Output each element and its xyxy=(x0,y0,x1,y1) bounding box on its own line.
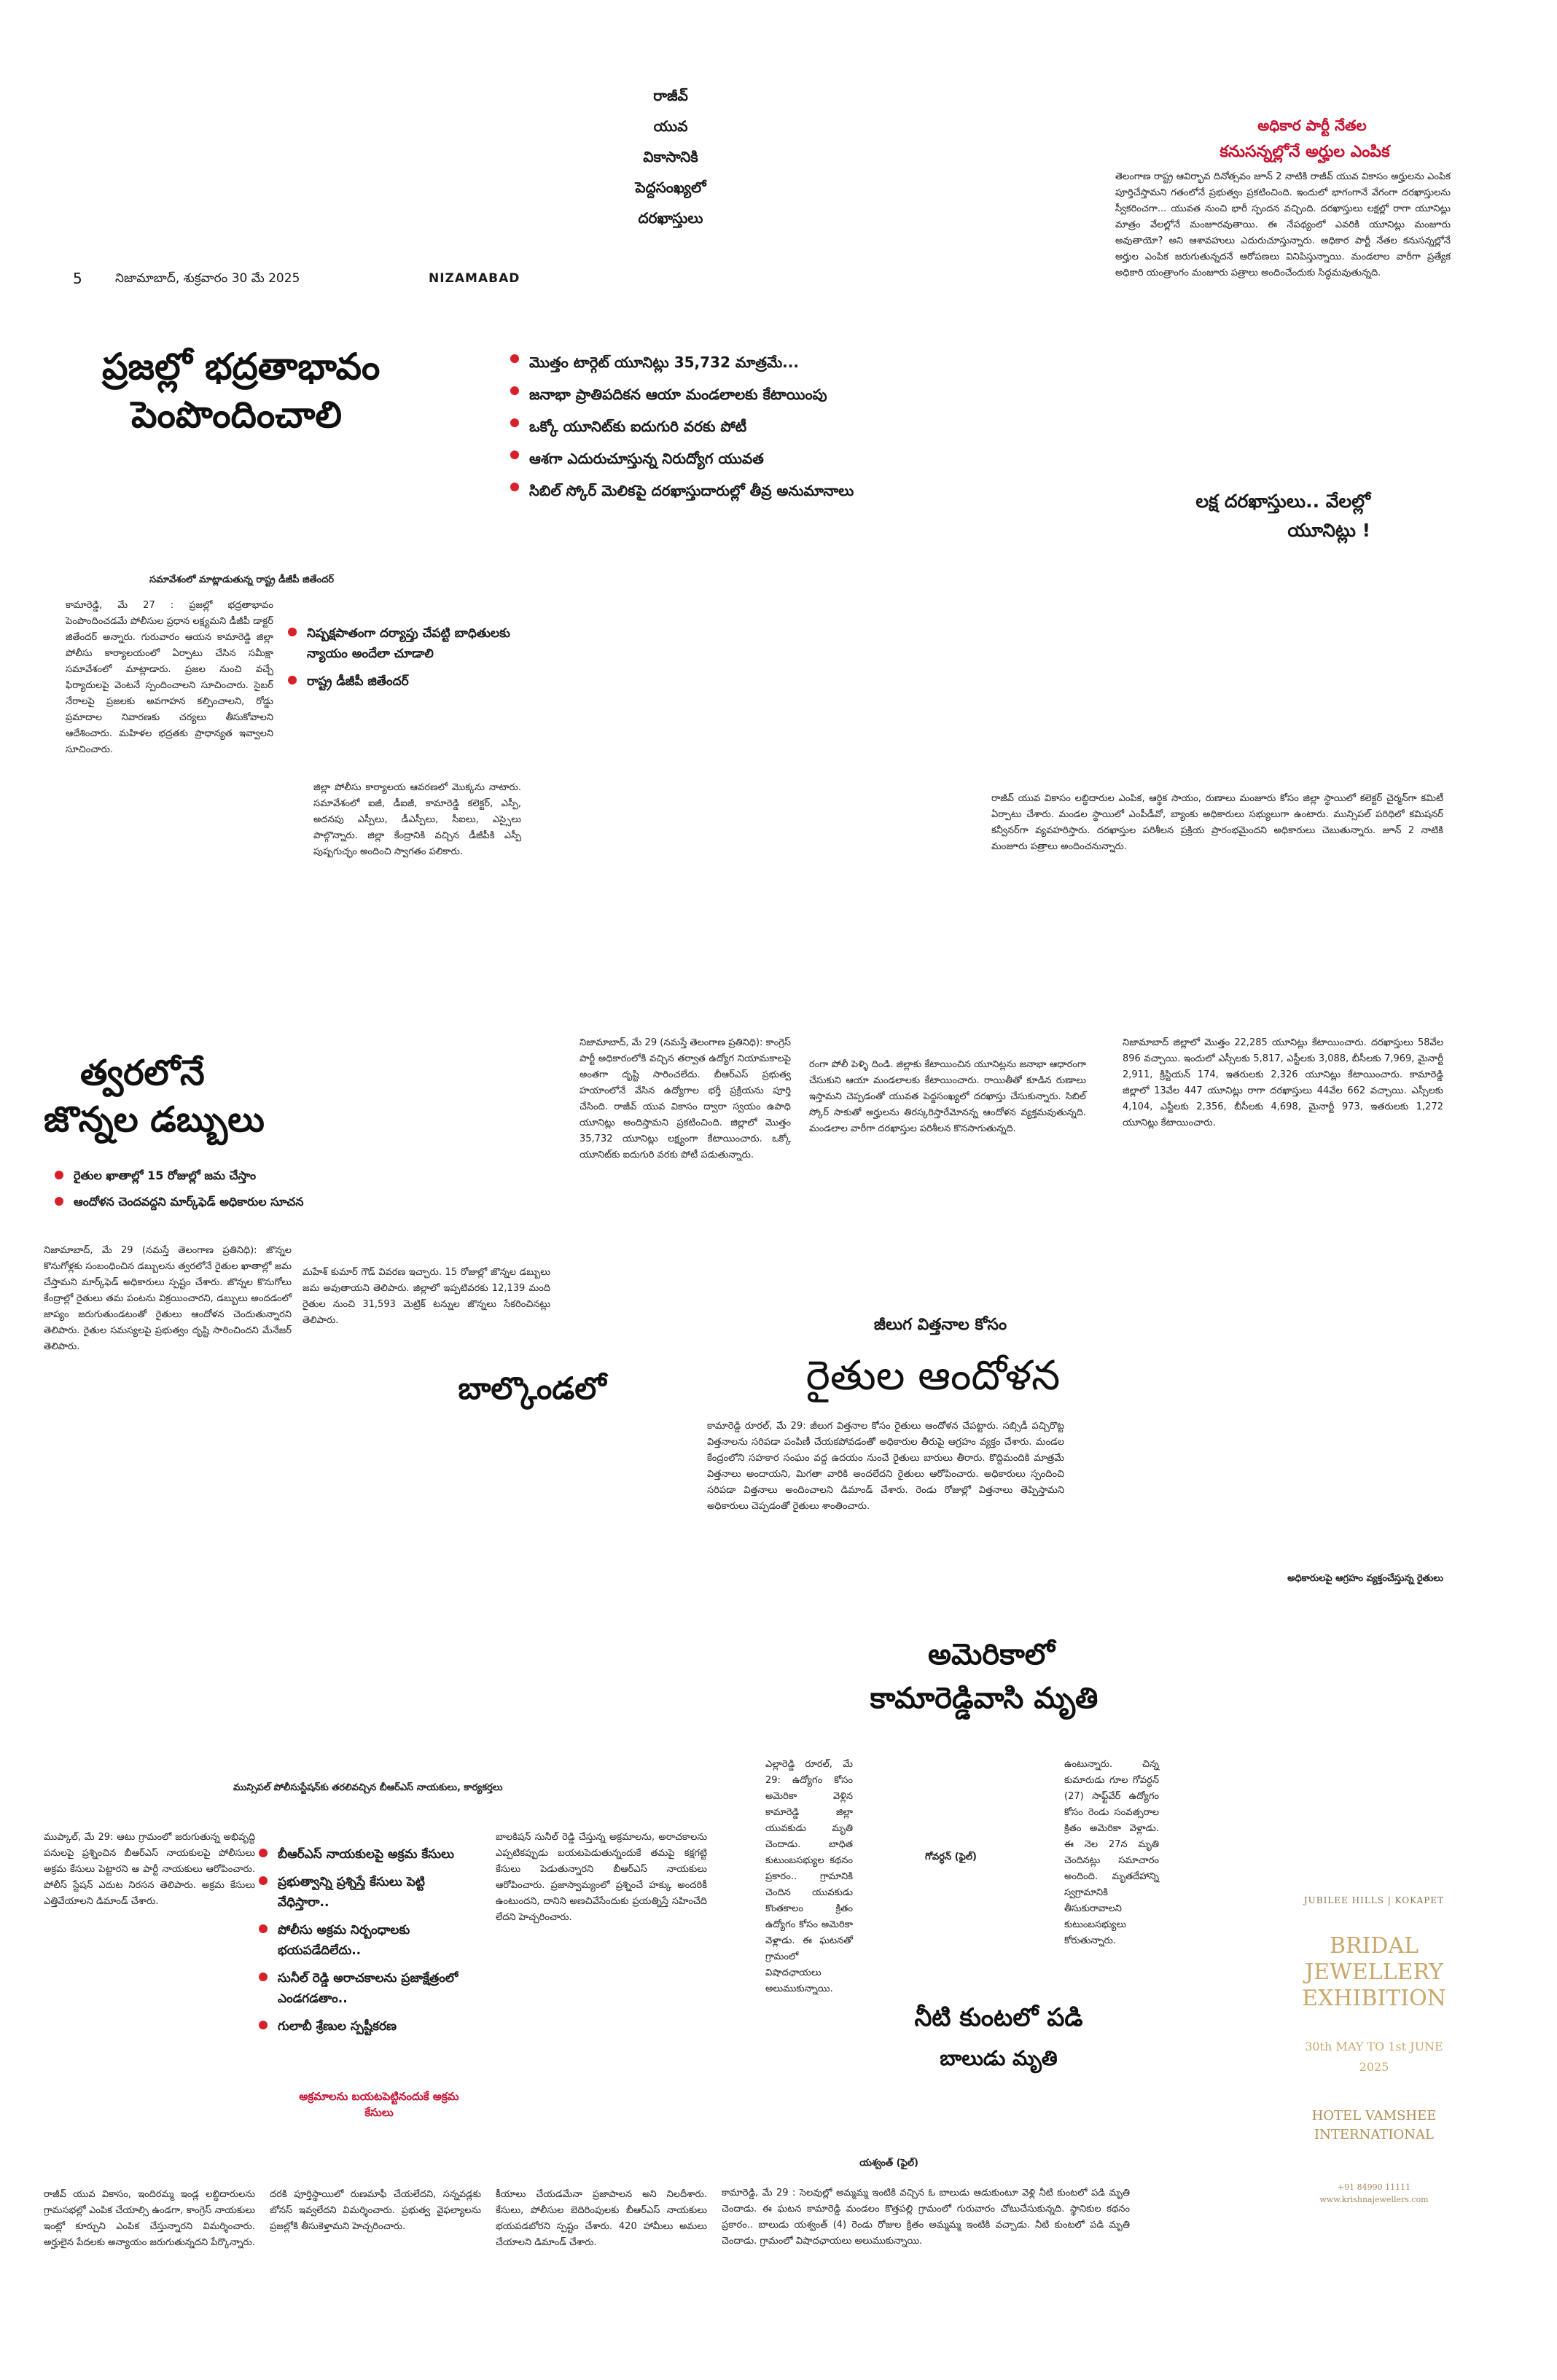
seeds-text: కామారెడ్డి రూరల్, మే 29: జీలుగ విత్తనాల కోసం రైతులు ఆందోళన చేపట్టారు. సబ్సిడీ పచ్చిరొట్ట విత్తనాలను సరిపడా పంపిణీ చేయకపోవడంతో అధికారుల తీరుపై ఆగ్రహం వ్యక్తం చేశారు. మండల కేంద్రంలోని సహకార సంఘం వద్ద ఉదయం నుంచే రైతులు బారులు తీరారు. కొద్దిమందికి మాత్రమే విత్తనాలు అందాయని, మిగతా వారికి అందలేదని రైతులు ఆరోపించారు. అధికారులు స్పందించి సరిపడా విత్తనాలు అందించాలని డిమాండ్ చేశారు. రెండు రోజుల్లో విత్తనాలు తెప్పిస్తామని అధికారులు చెప్పడంతో రైతులు శాంతించారు. xyxy=(707,1421,1064,1512)
highlight-item: ప్రభుత్వాన్ని ప్రశ్నిస్తే కేసులు పెట్టి వేధిస్తారా.. xyxy=(259,1872,477,1913)
brs-column-2: బాలకిషన్ సునీల్ రెడ్డి చేస్తున్న అక్రమాలను, అరాచకాలను ఎప్పటికప్పుడు బయటపెడుతున్నందుకే తమపై కక్షగట్టి కేసులు పెడుతున్నారని బీఆర్‌ఎస్ నాయకులు ఆరోపించారు. ప్రజాస్వామ్యంలో ప్రశ్నించే హక్కు అందరికీ ఉంటుందని, దానిని అణచివేసేందుకు ప్రయత్నిస్తే సహించేది లేదని హెచ్చరించారు. xyxy=(496,1832,707,1923)
main-headline-line: వికాసానికి xyxy=(643,148,698,165)
seeds-photo-caption: అధికారులపై ఆగ్రహం వ్యక్తంచేస్తున్న రైతులు xyxy=(1287,1573,1443,1584)
america-column-1: ఎల్లారెడ్డి రూరల్, మే 29: ఉద్యోగం కోసం అమెరికా వెళ్లిన కామారెడ్డి జిల్లా యువకుడు మృతి చెందాడు. బాధిత కుటుంబసభ్యుల కథనం ప్రకారం.. గ్రామానికి చెందిన యువకుడు కొంతకాలం క్రితం ఉద్యోగం కోసం అమెరికా వెళ్లాడు. ఈ ఘటనతో గ్రామంలో విషాదఛాయలు అలుముకున్నాయి. xyxy=(765,1759,853,1994)
highlight-item: ఒక్కో యూనిట్‌కు ఐదుగురి వరకు పోటీ xyxy=(510,414,918,439)
ad-location: JUBILEE HILLS | KOKAPET xyxy=(1303,1895,1445,1905)
bullet-icon xyxy=(259,1973,268,1981)
highlight-item: గులాబీ శ్రేణుల స్పష్టీకరణ xyxy=(259,2016,477,2037)
dgp-photo-caption: సమావేశంలో మాట్లాడుతున్న రాష్ట్ర డీజీపీ జితేందర్ xyxy=(149,574,335,585)
highlight-item: బీఆర్‌ఎస్ నాయకులపై అక్రమ కేసులు xyxy=(259,1844,477,1865)
highlight-item: సునీల్ రెడ్డి అరాచకాలను ప్రజాక్షేత్రంలో ఎండగడతాం.. xyxy=(259,1968,477,2009)
masthead xyxy=(73,267,627,289)
balkonda-headline: బాల్కొండలో xyxy=(458,1370,606,1406)
bottom-column-2: దరకి పూర్తిస్థాయిలో రుణమాఫీ చేయలేదని, సన్నవడ్లకు బోనస్ ఇవ్వలేదని విమర్శించారు. ప్రభుత్వ వైఫల్యాలను ప్రజల్లోకి తీసుకెళ్తామని హెచ్చరించారు. xyxy=(270,2189,481,2232)
brs-column-1: ముప్కాల్, మే 29: ఆటు గ్రామంలో జరుగుతున్న అభివృద్ధి పనులపై ప్రశ్నించిన బీఆర్‌ఎస్ నాయకులపై పోలీసులు అక్రమ కేసులు పెట్టారని ఆ పార్టీ నాయకులు ఆరోపించారు. పోలీస్ స్టేషన్ ఎదుట నిరసన తెలిపారు. అక్రమ కేసులు ఎత్తివేయాలని డిమాండ్ చేశారు. xyxy=(44,1832,255,1907)
bottom-column-3: కీయాలు చేయడమేనా ప్రజాపాలన అని నిలదీశారు. కేసులు, పోలీసుల బెదిరింపులకు బీఆర్‌ఎస్ నాయకులు భయపడబోరని స్పష్టం చేశారు. 420 హామీలు అమలు చేయాలని డిమాండ్ చేశారు. xyxy=(496,2189,707,2248)
bullet-icon xyxy=(288,628,297,636)
main-story-column-2: రంగా పోలీ పెళ్ళి దిండి. జిల్లాకు కేటాయించిన యూనిట్లను జనాభా ఆధారంగా చేసుకుని ఆయా మండలాలకు కేటాయించారు. రాయితీతో కూడిన రుణాలు ఇస్తామని చెప్పడంతో యువత పెద్దసంఖ్యలో దరఖాస్తు చేసుకున్నారు. సిబిల్ స్కోర్ సాకుతో అర్హులను తిరస్కరిస్తారేమోనన్న ఆందోళన వ్యక్తమవుతున్నది. మండలాల వారీగా దరఖాస్తుల పరిశీలన కొనసాగుతున్నది. xyxy=(809,1059,1086,1134)
dgp-highlights xyxy=(288,623,521,699)
main-headline-line: యువ xyxy=(653,117,688,135)
main-headline-line: రాజీవ్ xyxy=(653,87,688,104)
ad-venue: HOTEL VAMSHEE INTERNATIONAL xyxy=(1311,2108,1437,2142)
bullet-icon xyxy=(259,1924,268,1933)
highlight-item: సిబిల్ స్కోర్ మెలికపై దరఖాస్తుదారుల్లో తీవ్ర అనుమానాలు xyxy=(510,478,918,503)
bullet-icon xyxy=(55,1197,63,1206)
boy-headline: నీటి కుంటలో పడి బాలుడు మృతి xyxy=(914,2003,1083,2070)
ad-contact: +91 84990 11111 xyxy=(1337,2182,1411,2192)
highlight-item: పోలీసు అక్రమ నిర్బంధాలకు భయపడేదిలేదు.. xyxy=(259,1920,477,1961)
highlight-item: ఆశగా ఎదురుచూస్తున్న నిరుద్యోగ యువత xyxy=(510,446,918,471)
brs-inset-title: అక్రమాలను బయటపెట్టినందుకే అక్రమ కేసులు xyxy=(299,2090,459,2119)
brs-photo-caption: మున్సిపల్ పోలీసుస్టేషన్‌కు తరలివచ్చిన బీఆర్‌ఎస్ నాయకులు, కార్యకర్తలు xyxy=(233,1782,503,1793)
bullet-icon xyxy=(510,450,519,459)
bullet-icon xyxy=(259,2021,268,2029)
highlight-item: జనాభా ప్రాతిపదికన ఆయా మండలాలకు కేటాయింపు xyxy=(510,382,918,407)
main-headline xyxy=(583,80,758,233)
highlight-item: రైతుల ఖాతాల్లో 15 రోజుల్లో జమ చేస్తాం xyxy=(55,1166,317,1185)
jowar-highlights xyxy=(55,1166,317,1219)
top-right-headline: కనుసన్నల్లోనే అర్హుల ఎంపిక xyxy=(1220,143,1390,161)
seeds-headline: రైతుల ఆందోళన xyxy=(805,1352,1061,1400)
bullet-icon xyxy=(259,1849,268,1857)
boy-text: కామారెడ్డి, మే 29 : సెలవుల్లో అమ్మమ్మ ఇంటికి వచ్చిన ఓ బాలుడు ఆడుకుంటూ వెళ్లి నీటి కుంటలో పడి మృతి చెందాడు. ఈ ఘటన కామారెడ్డి మండలం కొత్తపల్లి గ్రామంలో గురువారం చోటుచేసుకున్నది. స్థానికుల కథనం ప్రకారం.. బాలుడు యశ్వంత్ (4) రెండు రోజుల క్రితం అమ్మమ్మ ఇంటికి వచ్చాడు. నీటి కుంటలో పడి మృతి చెందాడు. గ్రామంలో విషాదఛాయలు అలుముకున్నాయి. xyxy=(722,2188,1130,2247)
ad-website[interactable]: www.krishnajewellers.com xyxy=(1319,2195,1429,2204)
jowar-column-1: నిజామాబాద్, మే 29 (నమస్తే తెలంగాణ ప్రతినిధి): జొన్నల కొనుగోళ్లకు సంబంధించిన డబ్బులను త్వరలోనే రైతుల ఖాతాల్లో జమ చేస్తామని మార్క్‌ఫెడ్ అధికారులు స్పష్టం చేశారు. జొన్నల కొనుగోలు కేంద్రాల్లో రైతులు తమ పంటను విక్రయించారని, డబ్బులు అందడంలో జాప్యం జరుగుతుండటంతో రైతులు ఆందోళన చెందుతున్నారని తెలిపారు. రైతుల సమస్యలపై ప్రభుత్వం దృష్టి సారించిందని మేనేజర్ తెలిపారు. xyxy=(44,1245,292,1352)
dateline: నిజామాబాద్, శుక్రవారం 30 మే 2025 xyxy=(115,271,300,286)
bullet-icon xyxy=(510,483,519,491)
top-right-text: తెలంగాణ రాష్ట్ర ఆవిర్భావ దినోత్సవం జూన్ 2 నాటికి రాజీవ్ యువ వికాసం అర్హులను ఎంపిక పూర్తిచేస్తామని గతంలోనే ప్రభుత్వం ప్రకటించింది. ఇందులో భాగంగానే వేగంగా దరఖాస్తులను స్వీకరించగా... యువత నుంచి భారీ స్పందన వచ్చింది. దరఖాస్తులు లక్షల్లో రాగా యూనిట్లు మాత్రం వేలల్లోనే మంజూరవుతాయి. ఈ నేపథ్యంలో ఎవరికి యూనిట్లు మంజూరు అవుతాయో? అని ఆశావహులు ఎదురుచూస్తున్నారు. అధికార పార్టీ నేతల కనుసన్నల్లోనే అర్హుల ఎంపిక జరుగుతున్నదనే ఆరోపణలు వినిపిస్తున్నాయి. మండలాల వారీగా ప్రత్యేక అధికారి యంత్రాంగం మంజూరు పత్రాలు అందించేందుకు సిద్ధమవుతున్నది. xyxy=(1115,171,1451,278)
allocation-stats: నిజామాబాద్ జిల్లాలో మొత్తం 22,285 యూనిట్లు కేటాయించారు. దరఖాస్తులు 58వేల 896 వచ్చాయి. ఇందులో ఎస్సీలకు 5,817, ఎస్టీలకు 3,088, బీసీలకు 7,969, మైనార్టీ 2,911, క్రిస్టియన్ 174, ఇతరులకు 2,326 యూనిట్లు కేటాయించారు. కామారెడ్డి జిల్లాలో 13వేల 447 యూనిట్లు రాగా దరఖాస్తులు 44వేల 662 వచ్చాయి. ఎస్సీలకు 4,104, ఎస్టీలకు 2,356, బీసీలకు 4,698, మైనార్టీ 973, ఇతరులకు 1,272 యూనిట్లు కేటాయించారు. xyxy=(1123,1037,1443,1128)
boy-photo-caption: యశ్వంత్ (ఫైల్) xyxy=(859,2158,918,2169)
seeds-kicker: జీలుగ విత్తనాల కోసం xyxy=(873,1316,1007,1334)
bullet-icon xyxy=(259,1876,268,1885)
main-story-intro: నిజామాబాద్, మే 29 (నమస్తే తెలంగాణ ప్రతినిధి): కాంగ్రెస్ పార్టీ అధికారంలోకి వచ్చిన తర్వాత ఉద్యోగ నియామకాలపై అంతగా దృష్టి సారించలేదు. బీఆర్‌ఎస్ ప్రభుత్వ హయాంలోనే వేసిన ఉద్యోగాల భర్తీ ప్రక్రియను పూర్తి చేసింది. రాజీవ్ యువ వికాసం ద్వారా స్వయం ఉపాధి యూనిట్లు అందిస్తామని ప్రకటించింది. జిల్లాలో మొత్తం 35,732 యూనిట్లు లక్ష్యంగా కేటాయించారు. ఒక్కో యూనిట్‌కు ఐదుగురి వరకు పోటీ పడుతున్నారు. xyxy=(580,1037,791,1160)
america-column-2: ఉంటున్నారు. చిన్న కుమారుడు గూల గోవర్ధన్ (27) సాఫ్ట్‌వేర్ ఉద్యోగం కోసం రెండు సంవత్సరాల క్రితం అమెరికా వెళ్లాడు. ఈ నెల 27న మృతి చెందినట్లు సమాచారం అందింది. మృతదేహాన్ని స్వగ్రామానికి తీసుకురావాలని కుటుంబసభ్యులు కోరుతున్నారు. xyxy=(1064,1759,1159,1946)
top-right-kicker: అధికార పార్టీ నేతల xyxy=(1257,117,1367,134)
sidebar-headline: లక్ష దరఖాస్తులు.. వేలల్లో యూనిట్లు ! xyxy=(1195,491,1370,541)
edition-label: NIZAMABAD xyxy=(429,271,520,286)
dgp-column-2: జిల్లా పోలీసు కార్యాలయ ఆవరణలో మొక్కను నాటారు. సమావేశంలో ఐజీ, డీఐజీ, కామారెడ్డి కలెక్టర్, ఎస్పీ, అదనపు ఎస్పీలు, డీఎస్పీలు, సీఐలు, ఎస్సైలు పాల్గొన్నారు. జిల్లా కేంద్రానికి వచ్చిన డీజీపీకి ఎస్పీ పుష్పగుచ్ఛం అందించి స్వాగతం పలికారు. xyxy=(313,782,521,857)
dgp-headline: ప్రజల్లో భద్రతాభావం పెంపొందించాలి xyxy=(102,346,381,436)
jewellery-advertisement[interactable] xyxy=(1276,1873,1472,2216)
bottom-column-1: రాజీవ్ యువ వికాసం, ఇందిరమ్మ ఇండ్ల లబ్ధిదారులను గ్రామసభల్లో ఎంపిక చేయాల్సి ఉండగా, కాంగ్రెస్ నాయకులు ఇంట్లో కూర్చుని ఎంపిక చేస్తున్నారని విమర్శించారు. అర్హులైన పేదలకు అన్యాయం జరుగుతున్నదని పేర్కొన్నారు. xyxy=(44,2189,255,2248)
page-number: 5 xyxy=(73,270,82,287)
main-highlights xyxy=(510,350,918,510)
bullet-icon xyxy=(55,1171,63,1179)
jowar-column-2: మహేశ్ కుమార్ గౌడ్ వివరణ ఇచ్చారు. 15 రోజుల్లో జొన్నల డబ్బులు జమ అవుతాయని తెలిపారు. జిల్లాలో ఇప్పటివరకు 12,139 మంది రైతుల నుంచి 31,593 మెట్రిక్ టన్నుల జొన్నలు సేకరించినట్లు తెలిపారు. xyxy=(303,1267,550,1326)
bullet-icon xyxy=(288,676,297,684)
america-headline: అమెరికాలో కామారెడ్డివాసి మృతి xyxy=(870,1638,1099,1715)
ad-title: BRIDAL JEWELLERY EXHIBITION xyxy=(1302,1933,1446,2011)
america-photo-caption: గోవర్ధన్ (ఫైల్) xyxy=(925,1852,977,1862)
jowar-headline: త్వరలోనే జొన్నల డబ్బులు xyxy=(44,1053,265,1140)
main-headline-line: పెద్దసంఖ్యలో xyxy=(635,179,706,196)
sidebar-text: రాజీవ్ యువ వికాసం లబ్ధిదారుల ఎంపిక, ఆర్థిక సాయం, రుణాలు మంజూరు కోసం జిల్లా స్థాయిలో కలెక్టర్ చైర్మన్‌గా కమిటీ ఏర్పాటు చేశారు. మండల స్థాయిలో ఎంపీడీవో, బ్యాంకు అధికారులు సభ్యులుగా ఉంటారు. మున్సిపల్ పరిధిలో కమిషనర్ కన్వీనర్‌గా వ్యవహరిస్తారు. దరఖాస్తుల పరిశీలన ప్రక్రియ ప్రారంభమైందని అధికారులు చెబుతున్నారు. జూన్ 2 నాటికి మంజూరు పత్రాలు అందించనున్నారు. xyxy=(991,793,1443,852)
highlight-item: మొత్తం టార్గెట్ యూనిట్లు 35,732 మాత్రమే... xyxy=(510,350,918,375)
brs-highlights xyxy=(259,1844,477,2044)
dgp-column-1: కామారెడ్డి, మే 27 : ప్రజల్లో భద్రతాభావం పెంపొందించడమే పోలీసుల ప్రధాన లక్ష్యమని డీజీపీ డాక్టర్ జితేందర్ అన్నారు. గురువారం ఆయన కామారెడ్డి జిల్లా పోలీసు కార్యాలయంలో ఏర్పాటు చేసిన సమీక్షా సమావేశంలో మాట్లాడారు. ప్రజల నుంచి వచ్చే ఫిర్యాదులపై వెంటనే స్పందించాలని సూచించారు. సైబర్ నేరాలపై ప్రజలకు అవగాహన కల్పించాలని, రోడ్డు ప్రమాదాల నివారణకు చర్యలు తీసుకోవాలని ఆదేశించారు. మహిళల భద్రతకు ప్రాధాన్యత ఇవ్వాలని సూచించారు. xyxy=(66,600,273,755)
highlight-item: రాష్ట్ర డీజీపీ జితేందర్ xyxy=(288,671,521,692)
main-headline-line: దరఖాస్తులు xyxy=(638,209,703,227)
highlight-item: నిష్పక్షపాతంగా దర్యాప్తు చేపట్టి బాధితులకు న్యాయం అందేలా చూడాలి xyxy=(288,623,521,664)
ad-dates: 30th MAY TO 1st JUNE 2025 xyxy=(1305,2040,1443,2074)
highlight-item: ఆందోళన చెందవద్దని మార్క్‌ఫెడ్ అధికారుల సూచన xyxy=(55,1193,317,1212)
